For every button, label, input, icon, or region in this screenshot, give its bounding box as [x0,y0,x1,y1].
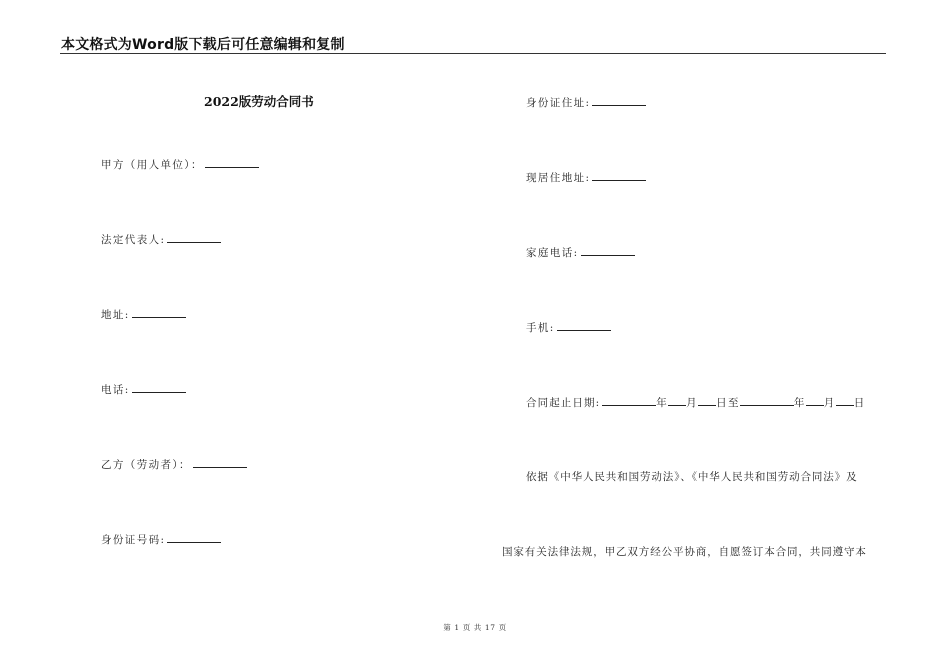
start-year-blank[interactable] [602,394,656,406]
address-label: 地址: [101,309,130,321]
home-phone-label: 家庭电话: [526,247,579,259]
party-b-field [101,456,247,472]
contract-period-field [526,394,866,410]
current-address-label: 现居住地址: [526,172,591,184]
mobile-label: 手机: [526,322,555,334]
party-b-label: 乙方（劳动者）： [101,459,191,471]
party-a-field [101,156,259,172]
address-field [101,306,186,322]
phone-blank[interactable] [132,381,186,393]
start-month-blank[interactable] [668,394,686,406]
id-address-label: 身份证住址: [526,97,591,109]
party-a-label: 甲方（用人单位）： [101,159,203,171]
id-address-blank[interactable] [592,94,646,106]
legal-representative-blank[interactable] [167,231,221,243]
current-address-field [526,169,646,185]
mobile-field [526,319,611,335]
end-year-unit: 年 [793,397,806,409]
page-number-footer [0,622,950,633]
start-year-unit: 年 [656,397,669,409]
phone-label: 电话: [101,384,130,396]
end-year-blank[interactable] [740,394,794,406]
id-number-label: 身份证号码: [101,534,166,546]
home-phone-field [526,244,635,260]
header-divider [60,53,886,54]
total-page-count: 17 [484,623,496,632]
id-address-field [526,94,646,110]
contract-basis-paragraph-line2: 国家有关法律法规，甲乙双方经公平协商，自愿签订本合同，共同遵守本 [502,546,867,558]
end-day-unit: 日 [853,397,866,409]
download-banner: 本文格式为Word版下载后可任意编辑和复制 [61,37,345,53]
phone-field [101,381,186,397]
start-day-to-unit: 日至 [716,397,740,409]
start-day-blank[interactable] [698,394,716,406]
start-month-unit: 月 [686,397,699,409]
home-phone-blank[interactable] [581,244,635,256]
page-prefix: 第 [443,623,452,632]
contract-period-label: 合同起止日期: [526,397,601,409]
end-month-blank[interactable] [806,394,824,406]
contract-basis-paragraph-line1: 依据《中华人民共和国劳动法》、《中华人民共和国劳动合同法》及 [526,471,858,483]
page-total-label: 页 共 [462,623,482,632]
page-suffix: 页 [498,623,507,632]
document-title: 2022版劳动合同书 [204,94,314,109]
id-number-blank[interactable] [167,531,221,543]
current-page-number: 1 [454,623,460,632]
id-number-field [101,531,221,547]
end-month-unit: 月 [823,397,836,409]
mobile-blank[interactable] [557,319,611,331]
legal-representative-field [101,231,221,247]
party-b-blank[interactable] [193,456,247,468]
party-a-blank[interactable] [205,156,259,168]
current-address-blank[interactable] [592,169,646,181]
address-blank[interactable] [132,306,186,318]
end-day-blank[interactable] [836,394,854,406]
legal-representative-label: 法定代表人: [101,234,166,246]
